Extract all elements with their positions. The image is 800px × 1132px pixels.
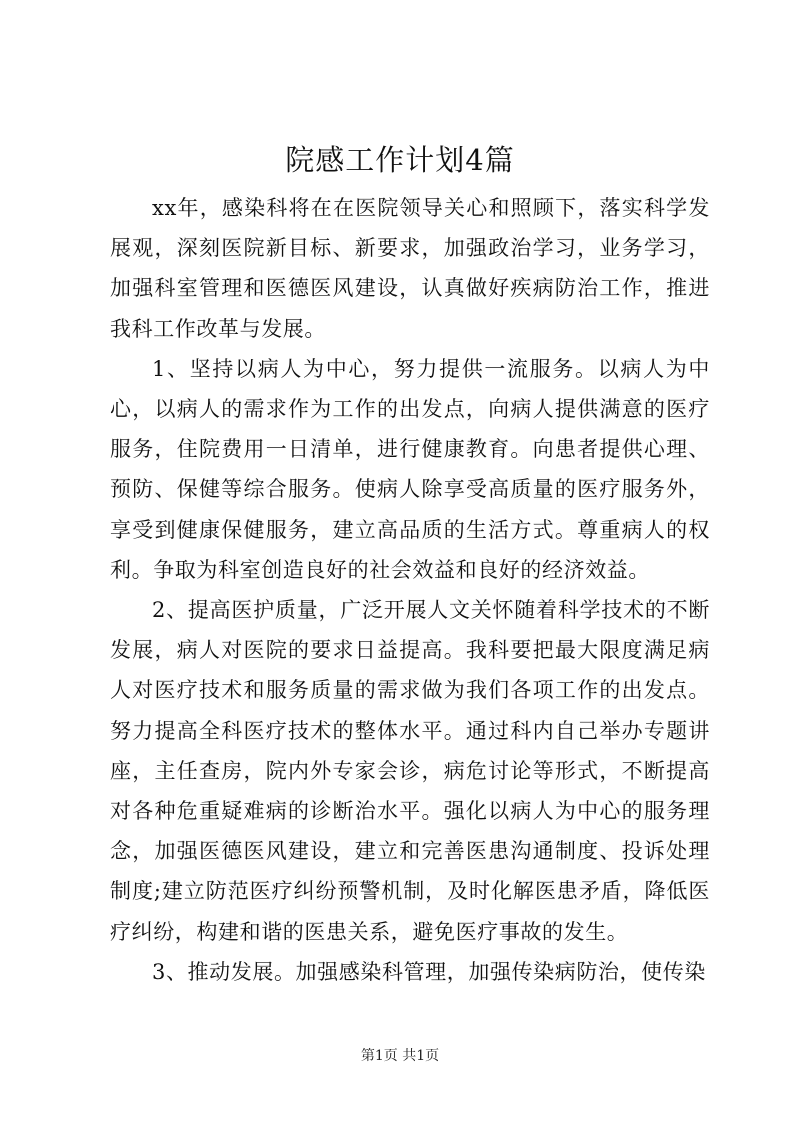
document-body [110, 188, 710, 992]
page-footer: 第1页 共1页 [360, 1048, 440, 1064]
paragraph-2: 2、提高医护质量，广泛开展人文关怀随着科学技术的不断发展，病人对医院的要求日益提高。我科要把最大限度满足病人对医疗技术和服务质量的需求做为我们各项工作的出发点。努力提高全科医疗技术的整体水平。通过科内自己举办专题讲座，主任查房，院内外专家会诊，病危讨论等形式，不断提高对各种危重疑难病的诊断治水平。强化以病人为中心的服务理念，加强医德医风建设，建立和完善医患沟通制度、投诉处理制度;建立防范医疗纠纷预警机制，及时化解医患矛盾，降低医疗纠纷，构建和谐的医患关系，避免医疗事故的发生。 [110, 598, 710, 944]
paragraph-3: 3、推动发展。加强感染科管理，加强传染病防治，使传染 [152, 959, 706, 984]
paragraph-intro: xx年，感染科将在在医院领导关心和照顾下，落实科学发展观，深刻医院新目标、新要求，加强政治学习，业务学习，加强科室管理和医德医风建设，认真做好疾病防治工作，推进我科工作改革与发展。 [110, 196, 710, 341]
document-title: 院感工作计划4篇 [285, 143, 515, 177]
paragraph-1: 1、坚持以病人为中心，努力提供一流服务。以病人为中心，以病人的需求作为工作的出发点，向病人提供满意的医疗服务，住院费用一日清单，进行健康教育。向患者提供心理、预防、保健等综合服务。使病人除享受高质量的医疗服务外，享受到健康保健服务，建立高品质的生活方式。尊重病人的权利。争取为科室创造良好的社会效益和良好的经济效益。 [110, 356, 710, 582]
